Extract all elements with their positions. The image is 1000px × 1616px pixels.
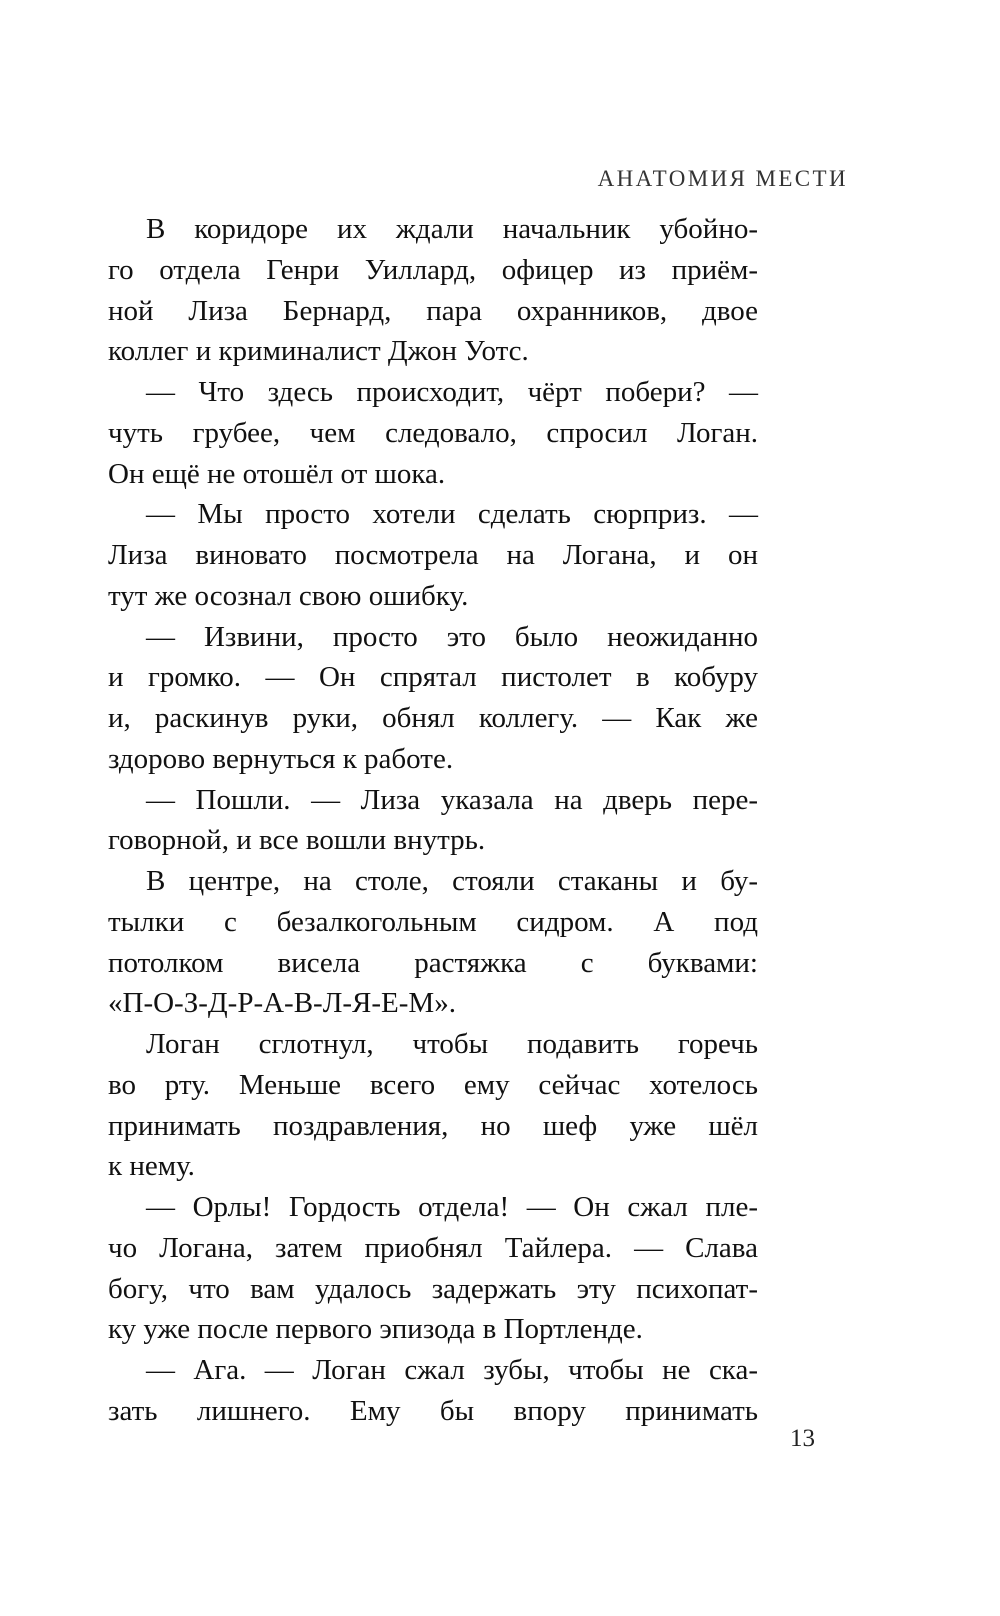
text-line: — Извини, просто это было неожиданно <box>146 620 758 653</box>
text-line: тут же осознал свою ошибку. <box>108 579 469 612</box>
text-line: — Ага. — Логан сжал зубы, чтобы не ска- <box>146 1354 758 1386</box>
text-line: ку уже после первого эпизода в Портленде. <box>108 1313 643 1346</box>
text-line: во рту. Меньше всего ему сейчас хотелось <box>108 1068 758 1101</box>
text-line: чуть грубее, чем следовало, спросил Логан. <box>108 416 758 449</box>
text-line: здорово вернуться к работе. <box>108 742 454 775</box>
text-line: — Пошли. — Лиза указала на дверь пере- <box>146 783 758 816</box>
text-line: коллег и криминалист Джон Уотс. <box>108 335 529 368</box>
text-line: В коридоре их ждали начальник убойно- <box>146 213 758 245</box>
text-line: чо Логана, затем приобнял Тайлера. — Слава <box>108 1231 758 1264</box>
text-line: принимать поздравления, но шеф уже шёл <box>108 1109 758 1142</box>
page-number: 13 <box>790 1425 815 1452</box>
running-head: АНАТОМИЯ МЕСТИ <box>597 166 848 191</box>
text-line: богу, что вам удалось задержать эту психопат- <box>108 1272 758 1305</box>
text-line: Лиза виновато посмотрела на Логана, и он <box>108 539 758 571</box>
text-line: и, раскинув руки, обнял коллегу. — Как же <box>108 702 758 734</box>
text-line: зать лишнего. Ему бы впору принимать <box>108 1394 758 1427</box>
text-line: тылки с безалкогольным сидром. А под <box>108 905 758 938</box>
text-line: В центре, на столе, стояли стаканы и бу- <box>146 865 758 897</box>
text-line: Он ещё не отошёл от шока. <box>108 457 446 490</box>
text-line: го отдела Генри Уиллард, офицер из приём- <box>108 253 758 286</box>
text-line: — Мы просто хотели сделать сюрприз. — <box>146 498 758 531</box>
text-line: к нему. <box>108 1150 195 1183</box>
text-line: говорной, и все вошли внутрь. <box>108 824 486 857</box>
text-line: «П-О-З-Д-Р-А-В-Л-Я-Е-М». <box>108 987 456 1020</box>
body-text <box>108 209 758 1432</box>
text-line: и громко. — Он спрятал пистолет в кобуру <box>108 661 758 694</box>
text-line: потолком висела растяжка с буквами: <box>108 946 758 979</box>
text-line: — Что здесь происходит, чёрт побери? — <box>146 376 758 408</box>
text-line: ной Лиза Бернард, пара охранников, двое <box>108 294 758 327</box>
text-line: — Орлы! Гордость отдела! — Он сжал пле- <box>146 1191 758 1223</box>
text-line: Логан сглотнул, чтобы подавить горечь <box>146 1028 758 1060</box>
